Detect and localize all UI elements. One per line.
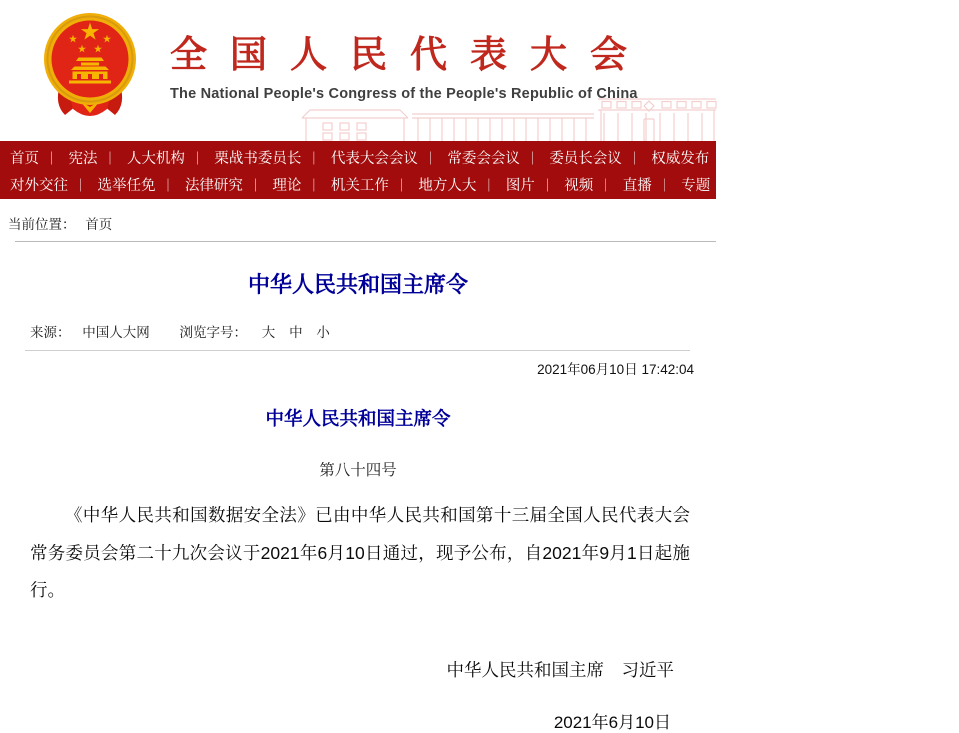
meta-divider (25, 350, 690, 351)
font-size-small-button[interactable]: 小 (316, 325, 330, 340)
nav-separator: ｜ (525, 151, 539, 166)
nav-separator: ｜ (394, 178, 408, 193)
nav-separator: ｜ (832, 151, 846, 166)
nav-item-deputies[interactable]: 代表 (855, 151, 885, 167)
nav-item-special-topics[interactable]: 专题 (681, 178, 711, 194)
nav-item-constitution[interactable]: 宪法 (68, 151, 98, 167)
nav-item-live[interactable]: 直播 (622, 178, 652, 194)
breadcrumb-home-link[interactable]: 首页 (85, 217, 113, 232)
document-signer: 中华人民共和国主席 习近平 (446, 659, 674, 680)
nav-item-national-anthem[interactable]: 国歌 (871, 178, 901, 194)
site-subtitle: The National People's Congress of the People's Republic of China (170, 86, 638, 102)
site-title: 全国人民代表大会 (170, 34, 650, 75)
source-value: 中国人大网 (82, 325, 150, 340)
nav-separator: ｜ (307, 151, 321, 166)
nav-row-2 (10, 172, 959, 199)
nav-item-photos[interactable]: 图片 (505, 178, 535, 194)
nav-item-home[interactable]: 首页 (10, 151, 39, 167)
nav-item-elections-appointments[interactable]: 选举任免 (97, 178, 156, 194)
nav-separator: ｜ (103, 151, 117, 166)
nav-separator: ｜ (248, 178, 262, 193)
font-size-large-button[interactable]: 大 (261, 325, 276, 340)
breadcrumb (0, 199, 716, 241)
nav-separator: ｜ (847, 178, 861, 193)
nav-item-authoritative-release[interactable]: 权威发布 (651, 151, 710, 167)
nav-separator: ｜ (74, 178, 88, 193)
great-hall-watermark (296, 97, 716, 141)
nav-separator: ｜ (423, 151, 437, 166)
national-emblem-icon (40, 9, 140, 127)
nav-item-national-emblem[interactable]: 国徽 (929, 178, 959, 194)
nav-separator: ｜ (540, 178, 554, 193)
breadcrumb-divider (15, 241, 716, 242)
nav-item-npc-organs[interactable]: 人大机构 (126, 151, 185, 167)
nav-separator: ｜ (599, 178, 613, 193)
document-title: 中华人民共和国主席令 (265, 408, 451, 429)
nav-item-legislation[interactable]: 立法 (738, 151, 768, 167)
nav-separator: ｜ (773, 151, 787, 166)
document-body: 《中华人民共和国数据安全法》已由中华人民共和国第十三届全国人民代表大会常务委员会第二十九次会议于2021年6月10日通过，现予公布，自2021年9月1日起施行。 (30, 505, 690, 601)
nav-item-theory[interactable]: 理论 (272, 178, 302, 194)
nav-separator: ｜ (45, 151, 59, 166)
nav-item-legal-research[interactable]: 法律研究 (184, 178, 243, 194)
breadcrumb-label: 当前位置： (8, 217, 76, 232)
nav-separator: ｜ (482, 178, 496, 193)
nav-separator: ｜ (307, 178, 321, 193)
font-size-label: 浏览字号： (179, 325, 248, 340)
font-size-medium-button[interactable]: 中 (289, 325, 303, 340)
nav-item-foreign-affairs[interactable]: 对外交往 (10, 178, 68, 194)
publish-timestamp: 2021年06月10日 17:42:04 (537, 362, 694, 377)
nav-separator: ｜ (789, 178, 803, 193)
nav-item-supervision[interactable]: 监督 (797, 151, 827, 167)
nav-item-video[interactable]: 视频 (564, 178, 594, 194)
nav-item-chairman-li-zhanshu[interactable]: 栗战书委员长 (214, 151, 302, 167)
nav-separator: ｜ (715, 151, 729, 166)
nav-separator: ｜ (161, 178, 175, 193)
nav-item-national-flag[interactable]: 国旗 (812, 178, 842, 194)
nav-separator: ｜ (657, 178, 671, 193)
nav-separator: ｜ (906, 178, 920, 193)
nav-item-standing-committee-sessions[interactable]: 常委会会议 (447, 151, 520, 167)
document-sign-date: 2021年6月10日 (553, 712, 671, 732)
nav-item-database[interactable]: 资料库 (739, 178, 784, 194)
document-number: 第八十四号 (319, 461, 397, 479)
article-meta (30, 321, 716, 341)
nav-row-1 (10, 145, 885, 172)
nav-item-organ-work[interactable]: 机关工作 (330, 178, 389, 194)
nav-separator: ｜ (716, 178, 730, 193)
nav-separator: ｜ (190, 151, 204, 166)
nav-separator: ｜ (627, 151, 641, 166)
main-nav (0, 141, 959, 199)
nav-item-chairmen-council-meetings[interactable]: 委员长会议 (549, 151, 622, 167)
page-title: 中华人民共和国主席令 (247, 272, 468, 297)
source-label: 来源： (30, 325, 71, 340)
site-header (0, 0, 716, 141)
article (0, 268, 716, 733)
nav-item-local-pc[interactable]: 地方人大 (418, 178, 477, 194)
nav-item-npc-sessions[interactable]: 代表大会会议 (330, 151, 418, 167)
